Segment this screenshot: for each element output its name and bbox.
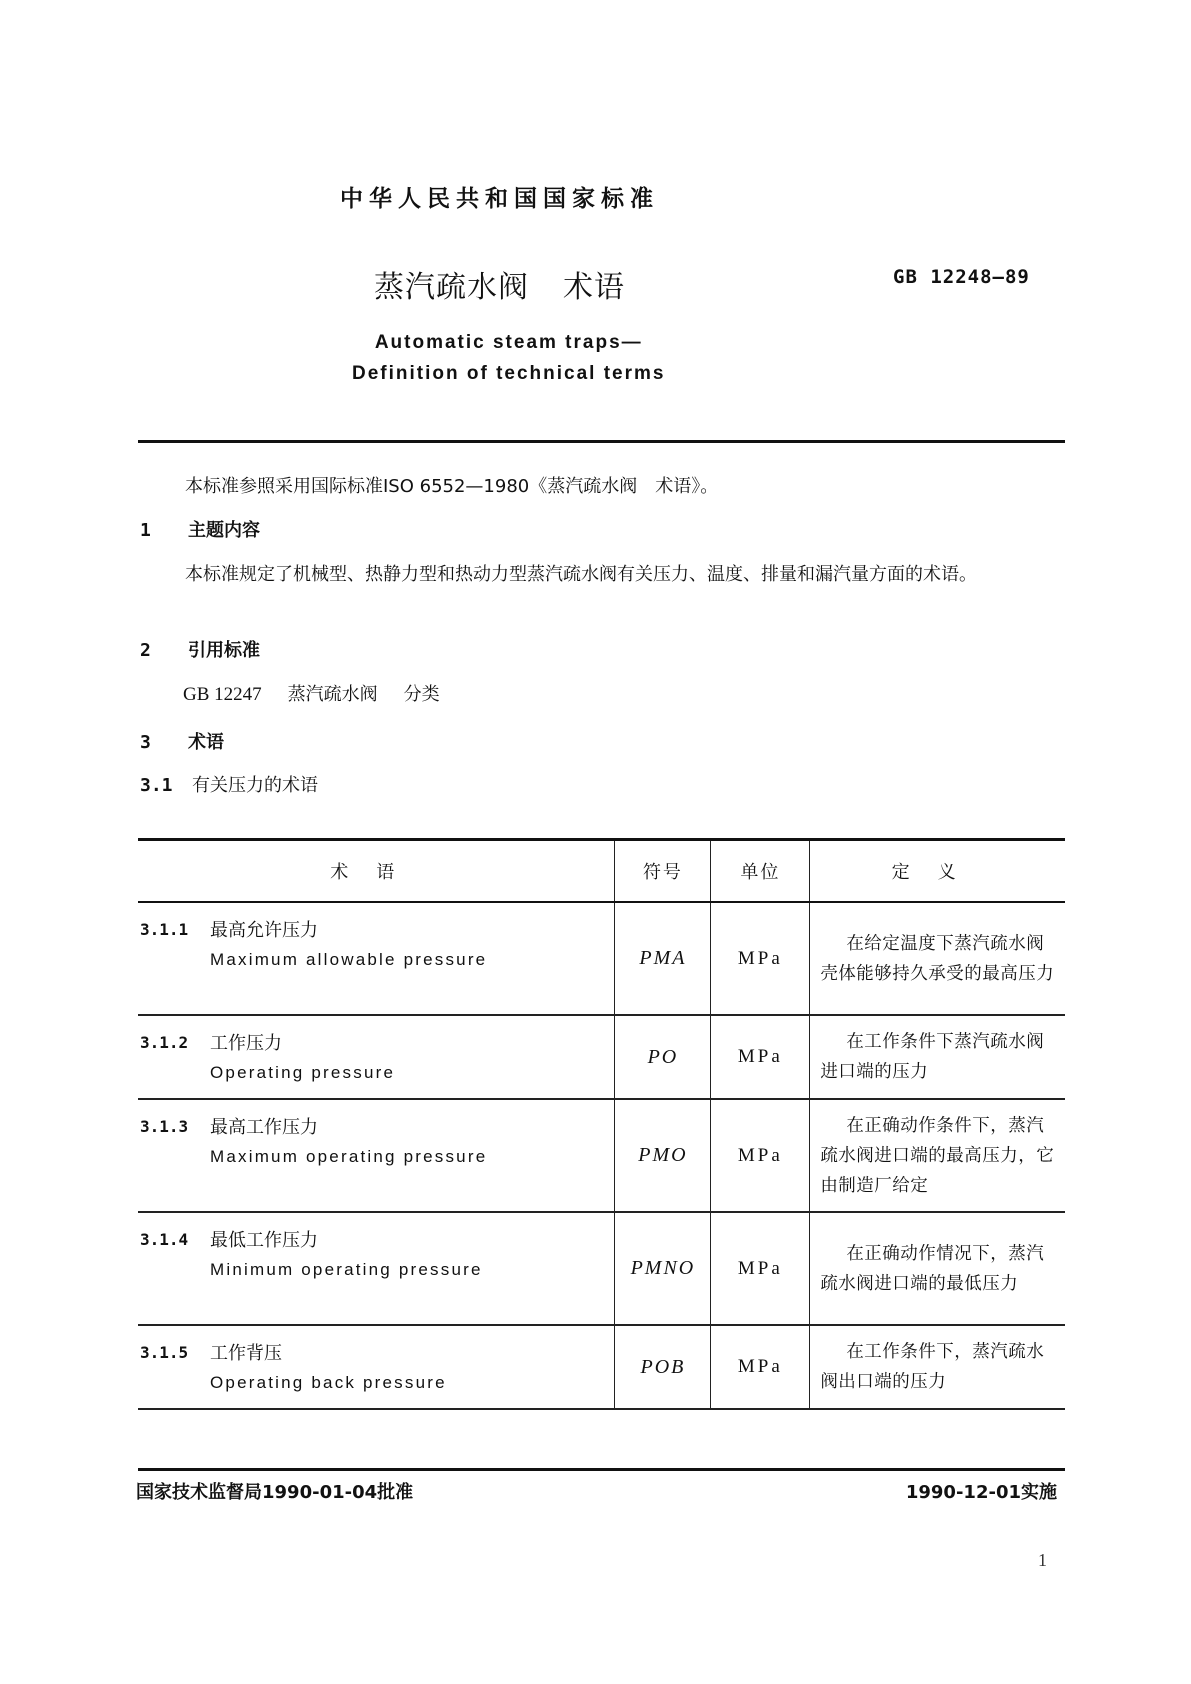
standard-code: GB 12248—89 — [893, 266, 1030, 288]
term-en: Minimum operating pressure — [210, 1260, 483, 1279]
document-title-en — [352, 327, 665, 389]
table-row — [138, 1099, 1065, 1212]
term-cn: 工作压力 — [210, 1033, 282, 1054]
term-symbol: PO — [647, 1045, 679, 1068]
section-title: 主题内容 — [188, 520, 260, 541]
section-1-body: 本标准规定了机械型、热静力型和热动力型蒸汽疏水阀有关压力、温度、排量和漏汽量方面的术语。 — [185, 564, 977, 585]
term-number: 3.1.3 — [140, 1117, 189, 1136]
header-divider — [138, 440, 1065, 443]
approval-date: 国家技术监督局1990-01-04批准 — [136, 1482, 414, 1503]
term-unit: MPa — [737, 1046, 783, 1067]
term-definition: 在工作条件下蒸汽疏水阀进口端的压力 — [820, 1032, 1045, 1082]
table-row — [138, 1212, 1065, 1325]
term-cn: 工作背压 — [210, 1343, 282, 1364]
section-1-heading — [140, 516, 260, 542]
table-row — [138, 1325, 1065, 1409]
title-cn-part2: 术语 — [563, 270, 625, 305]
section-2-heading — [140, 636, 260, 662]
header-term: 术语 — [138, 840, 615, 903]
title-cn-part1: 蒸汽疏水阀 — [374, 270, 529, 305]
ref-title-a: 蒸汽疏水阀 — [287, 684, 378, 705]
term-unit: MPa — [737, 1356, 783, 1377]
intro-paragraph: 本标准参照采用国际标准ISO 6552—1980《蒸汽疏水阀 术语》。 — [185, 476, 719, 497]
term-symbol: PMNO — [630, 1257, 696, 1279]
term-cn: 最高允许压力 — [210, 920, 318, 941]
term-unit: MPa — [737, 1144, 783, 1166]
page-number: 1 — [1038, 1550, 1047, 1570]
section-title: 有关压力的术语 — [192, 775, 318, 796]
term-en: Operating pressure — [210, 1063, 396, 1082]
term-definition: 在正确动作条件下，蒸汽疏水阀进口端的最高压力，它由制造厂给定 — [820, 1115, 1055, 1196]
section-3-1-heading — [140, 771, 318, 797]
national-standard-heading: 中华人民共和国国家标准 — [340, 186, 659, 212]
section-number: 3 — [140, 732, 151, 753]
pressure-terms-table — [138, 838, 1065, 1410]
referenced-standard — [183, 680, 440, 706]
term-unit: MPa — [737, 947, 783, 969]
term-definition: 在给定温度下蒸汽疏水阀壳体能够持久承受的最高压力 — [820, 933, 1055, 984]
term-cn: 最高工作压力 — [210, 1117, 318, 1138]
document-title-cn — [374, 262, 625, 306]
term-number: 3.1.5 — [140, 1343, 189, 1362]
ref-code: GB 12247 — [183, 684, 262, 705]
term-unit: MPa — [737, 1257, 783, 1279]
term-symbol: PMA — [639, 947, 687, 969]
header-definition: 定义 — [810, 840, 1065, 903]
table-row — [138, 902, 1065, 1015]
effective-date: 1990-12-01实施 — [905, 1482, 1057, 1503]
footer-divider — [138, 1468, 1065, 1471]
title-en-line2: Definition of technical terms — [352, 363, 666, 384]
section-title: 术语 — [188, 732, 224, 753]
section-3-heading — [140, 728, 224, 754]
term-definition: 在工作条件下，蒸汽疏水阀出口端的压力 — [820, 1342, 1045, 1392]
header-unit: 单位 — [711, 840, 810, 903]
section-number: 2 — [140, 640, 151, 661]
term-symbol: POB — [640, 1355, 686, 1378]
table-header-row — [138, 840, 1065, 903]
term-en: Maximum allowable pressure — [210, 950, 488, 969]
table-row — [138, 1015, 1065, 1099]
term-number: 3.1.1 — [140, 920, 189, 939]
ref-title-b: 分类 — [403, 684, 440, 705]
term-en: Maximum operating pressure — [210, 1147, 488, 1166]
term-number: 3.1.2 — [140, 1033, 189, 1052]
section-title: 引用标准 — [188, 640, 260, 661]
term-en: Operating back pressure — [210, 1373, 447, 1392]
title-en-line1: Automatic steam traps— — [374, 332, 643, 353]
term-cn: 最低工作压力 — [210, 1230, 318, 1251]
header-symbol: 符号 — [615, 840, 711, 903]
term-number: 3.1.4 — [140, 1230, 189, 1249]
section-number: 3.1 — [140, 775, 173, 796]
section-number: 1 — [140, 520, 151, 541]
term-definition: 在正确动作情况下，蒸汽疏水阀进口端的最低压力 — [820, 1243, 1045, 1294]
term-symbol: PMO — [638, 1144, 688, 1166]
